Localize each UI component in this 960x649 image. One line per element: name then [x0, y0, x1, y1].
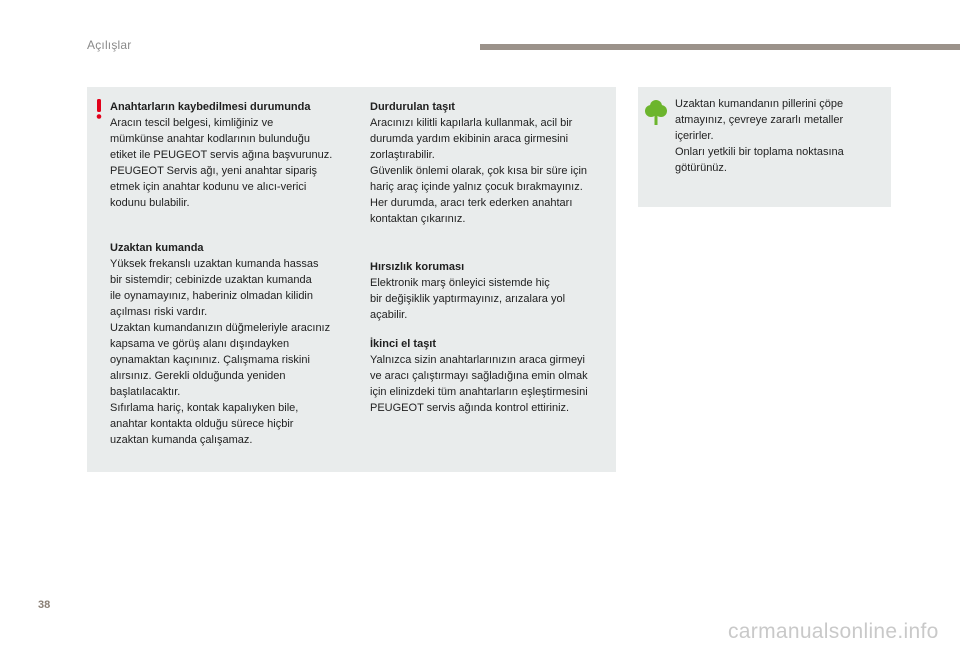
body-line: Sıfırlama hariç, kontak kapalıyken bile,	[110, 402, 299, 414]
body-line: PEUGEOT servis ağında kontrol ettiriniz.	[370, 402, 570, 414]
body-line: etmek için anahtar kodunu ve alıcı-verici	[110, 181, 307, 193]
body-line: Yüksek frekanslı uzaktan kumanda hassas	[110, 258, 319, 270]
watermark: carmanualsonline.info	[728, 620, 939, 643]
body-line: kodunu bulabilir.	[110, 197, 190, 209]
body-line: uzaktan kumanda çalışamaz.	[110, 434, 253, 446]
body-line: durumda yardım ekibinin araca girmesini	[370, 133, 569, 145]
body-line: Aracınızı kilitli kapılarla kullanmak, acil bir	[370, 117, 573, 129]
lost-keys-section	[110, 99, 360, 211]
body-line: Onları yetkili bir toplama noktasına	[675, 146, 844, 158]
remote-control-section	[110, 240, 360, 448]
body-line: içerirler.	[675, 130, 714, 142]
body-line: için elinizdeki tüm anahtarların eşleştirmesini	[370, 386, 588, 398]
body-line: bir sistemdir; cebinizde uzaktan kumanda	[110, 274, 312, 286]
exclamation-icon	[96, 99, 102, 119]
section-title: Açılışlar	[87, 38, 132, 52]
body-line: oynamaktan kaçınınız. Çalışmama riskini	[110, 354, 310, 366]
body-line: etiket ile PEUGEOT servis ağına başvurunuz.	[110, 149, 333, 161]
body-line: açılması riski vardır.	[110, 306, 208, 318]
environment-note	[675, 96, 880, 176]
body-line: ve aracı çalıştırmayı sağladığına emin olmak	[370, 370, 588, 382]
body-line: Elektronik marş önleyici sistemde hiç	[370, 277, 550, 289]
body-line: Aracın tescil belgesi, kimliğiniz ve	[110, 117, 274, 129]
section-header-bar	[480, 44, 960, 50]
section-heading: Hırsızlık koruması	[370, 261, 465, 273]
body-line: anahtar kontakta olduğu sürece hiçbir	[110, 418, 294, 430]
body-line: alırsınız. Gerekli olduğunda yeniden	[110, 370, 286, 382]
body-line: Yalnızca sizin anahtarlarınızın araca girmeyi	[370, 354, 586, 366]
body-line: bir değişiklik yaptırmayınız, arızalara yol	[370, 293, 566, 305]
body-line: başlatılacaktır.	[110, 386, 181, 398]
body-line: Her durumda, aracı terk ederken anahtarı	[370, 197, 573, 209]
body-line: zorlaştırabilir.	[370, 149, 435, 161]
body-line: atmayınız, çevreye zararlı metaller	[675, 114, 844, 126]
section-heading: Durdurulan taşıt	[370, 101, 455, 113]
section-heading: İkinci el taşıt	[370, 338, 437, 350]
body-line: götürünüz.	[675, 162, 727, 174]
body-line: açabilir.	[370, 309, 408, 321]
body-line: ile oynamayınız, haberiniz olmadan kilidin	[110, 290, 313, 302]
body-line: Uzaktan kumandanın pillerini çöpe	[675, 98, 844, 110]
body-line: kapsama ve görüş alanı dışındayken	[110, 338, 290, 350]
page-number: 38	[38, 599, 51, 611]
used-vehicle-section	[370, 336, 613, 416]
body-line: mümkünse anahtar kodlarının bulunduğu	[110, 133, 310, 145]
section-heading: Uzaktan kumanda	[110, 242, 204, 254]
tree-icon	[645, 99, 667, 125]
anti-theft-section	[370, 259, 613, 323]
body-line: PEUGEOT Servis ağı, yeni anahtar sipariş	[110, 165, 318, 177]
body-line: Güvenlik önlemi olarak, çok kısa bir süre için	[370, 165, 588, 177]
body-line: hariç araç içinde yalnız çocuk bırakmayınız.	[370, 181, 583, 193]
stopped-vehicle-section	[370, 99, 613, 227]
body-line: Uzaktan kumandanızın düğmeleriyle aracınız	[110, 322, 331, 334]
body-line: kontaktan çıkarınız.	[370, 213, 466, 225]
section-heading: Anahtarların kaybedilmesi durumunda	[110, 101, 311, 113]
